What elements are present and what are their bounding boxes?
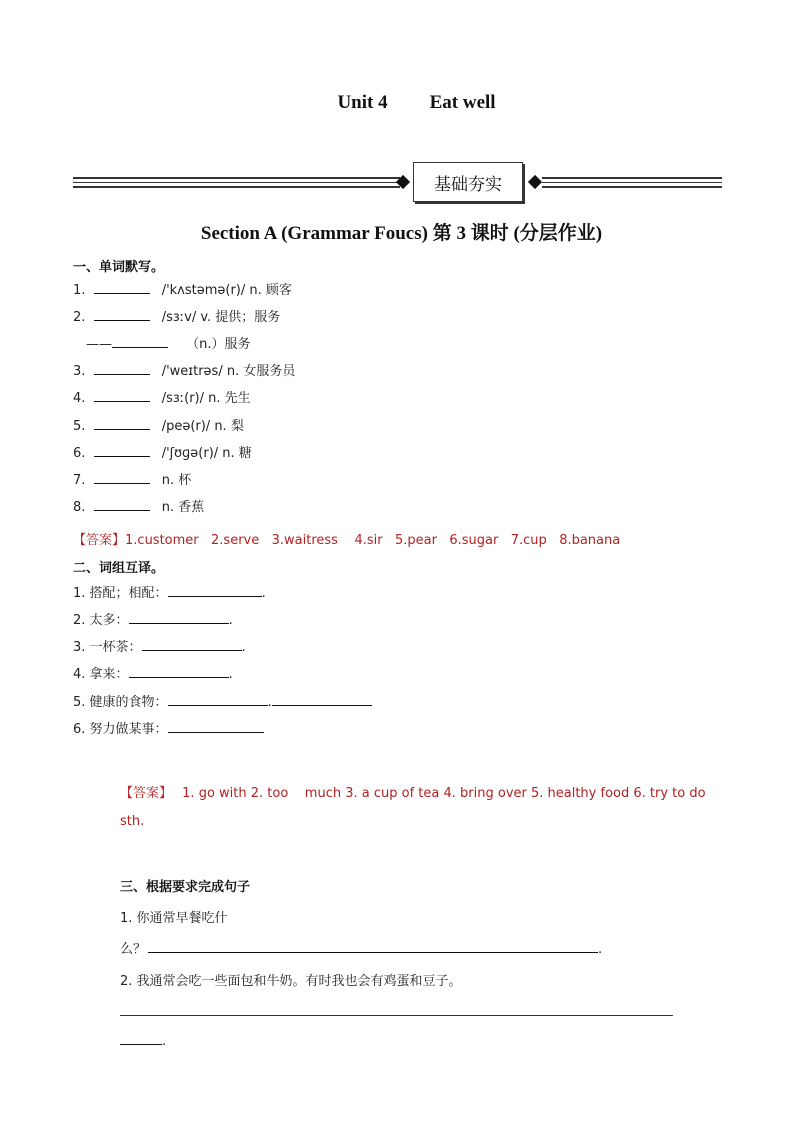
answer-blank[interactable] (129, 611, 229, 624)
item-text: 搭配；相配： (89, 586, 168, 601)
item-text: （n.）服务 (186, 337, 251, 352)
part2-answer-cont: sth. (120, 814, 145, 829)
part2-answer (120, 782, 706, 801)
answer-blank[interactable] (94, 308, 150, 321)
list-item (73, 469, 191, 488)
item-number: 6. (73, 722, 86, 737)
section-title: Section A (Grammar Foucs) 第 3 课时 (分层作业) (200, 223, 603, 244)
answer-blank[interactable] (94, 444, 150, 457)
answer-text: 1.customer 2.serve 3.waitress 4.sir 5.pear 6.sugar 7.cup 8.banana (125, 533, 621, 548)
item-number: 1. (73, 586, 86, 601)
list-item (73, 360, 295, 379)
answer-tag: 【答案】 (73, 533, 126, 548)
item-number: 8. (73, 500, 86, 515)
item-number: 3. (73, 364, 86, 379)
item-text: /peə(r)/ n. 梨 (161, 419, 244, 434)
item-number: 1. (73, 283, 86, 298)
item-number: 4. (73, 667, 86, 682)
item-end: . (241, 640, 246, 655)
answer-blank[interactable] (129, 665, 229, 678)
answer-blank[interactable] (94, 417, 150, 430)
item-text: /sɜː(r)/ n. 先生 (161, 391, 251, 406)
answer-blank[interactable] (94, 471, 150, 484)
item-end: . (162, 1034, 167, 1049)
item-text: 一杯茶： (89, 640, 142, 655)
list-item (73, 306, 280, 325)
item-end: . (267, 695, 272, 710)
question-1-line2 (120, 938, 602, 957)
item-text: /'ʃʊɡə(r)/ n. 糖 (161, 446, 252, 461)
banner-line-right-top (542, 177, 722, 179)
list-item (86, 333, 251, 352)
list-item (73, 415, 244, 434)
banner-line-left-top (73, 177, 400, 179)
list-item (73, 636, 246, 655)
answer-blank[interactable] (94, 498, 150, 511)
list-item (73, 691, 372, 710)
item-end: . (598, 942, 603, 957)
item-number: 4. (73, 391, 86, 406)
question-text: 么？ (120, 942, 147, 957)
answer-blank[interactable] (94, 389, 150, 402)
item-number: 2. (73, 613, 86, 628)
item-number: 5. (73, 419, 86, 434)
answer-blank[interactable] (148, 940, 598, 953)
item-end: . (228, 667, 233, 682)
banner-line-left-mid (73, 182, 400, 183)
part1-answer (73, 529, 620, 548)
question-1-line1: 1. 你通常早餐吃什 (120, 911, 228, 926)
item-text: 努力做某事： (89, 722, 168, 737)
item-text: /'kʌstəmə(r)/ n. 顾客 (161, 283, 292, 298)
unit-label: Unit 4 (337, 92, 388, 113)
question-2-end (120, 1032, 166, 1049)
answer-blank[interactable] (168, 720, 264, 733)
part1-heading: 一、单词默写。 (73, 260, 165, 275)
item-text: 健康的食物： (89, 695, 168, 710)
item-number: 6. (73, 446, 86, 461)
banner-line-left-bottom (73, 186, 400, 188)
question-2-line1: 2. 我通常会吃一些面包和牛奶。有时我也会有鸡蛋和豆子。 (120, 974, 462, 989)
answer-blank[interactable] (94, 281, 150, 294)
list-item (73, 582, 266, 601)
answer-tag: 【答案】 (120, 786, 173, 801)
part2-heading: 二、词组互译。 (73, 561, 165, 576)
banner-line-right-bottom (542, 186, 722, 188)
item-number: 7. (73, 473, 86, 488)
list-item (73, 718, 264, 737)
unit-name: Eat well (429, 92, 496, 113)
answer-blank[interactable] (112, 335, 168, 348)
answer-blank[interactable] (120, 1032, 162, 1045)
list-item (73, 609, 233, 628)
answer-text: 1. go with 2. too much 3. a cup of tea 4. bring over 5. healthy food 6. try to do (182, 786, 706, 801)
diamond-right-icon (528, 175, 542, 189)
item-text: /'weɪtrəs/ n. 女服务员 (161, 364, 296, 379)
item-number: —— (86, 337, 112, 352)
item-text: 太多： (89, 613, 129, 628)
list-item (73, 387, 251, 406)
list-item (73, 663, 233, 682)
list-item (73, 496, 204, 515)
banner-line-right-mid (542, 182, 722, 183)
answer-blank[interactable] (168, 584, 262, 597)
item-text: n. 杯 (161, 473, 192, 488)
answer-blank[interactable] (142, 638, 242, 651)
list-item (73, 279, 292, 298)
part3-heading: 三、根据要求完成句子 (120, 880, 251, 895)
answer-line[interactable] (120, 1015, 673, 1016)
item-text: n. 香蕉 (161, 500, 205, 515)
item-text: /sɜːv/ v. 提供；服务 (161, 310, 281, 325)
item-number: 3. (73, 640, 86, 655)
list-item (73, 442, 252, 461)
item-number: 2. (73, 310, 86, 325)
banner-box: 基础夯实 (413, 162, 523, 202)
answer-blank[interactable] (272, 693, 372, 706)
answer-blank[interactable] (168, 693, 268, 706)
page-title (0, 92, 793, 114)
item-number: 5. (73, 695, 86, 710)
item-text: 拿来： (89, 667, 129, 682)
item-end: . (228, 613, 233, 628)
item-end: . (261, 586, 266, 601)
answer-blank[interactable] (94, 362, 150, 375)
